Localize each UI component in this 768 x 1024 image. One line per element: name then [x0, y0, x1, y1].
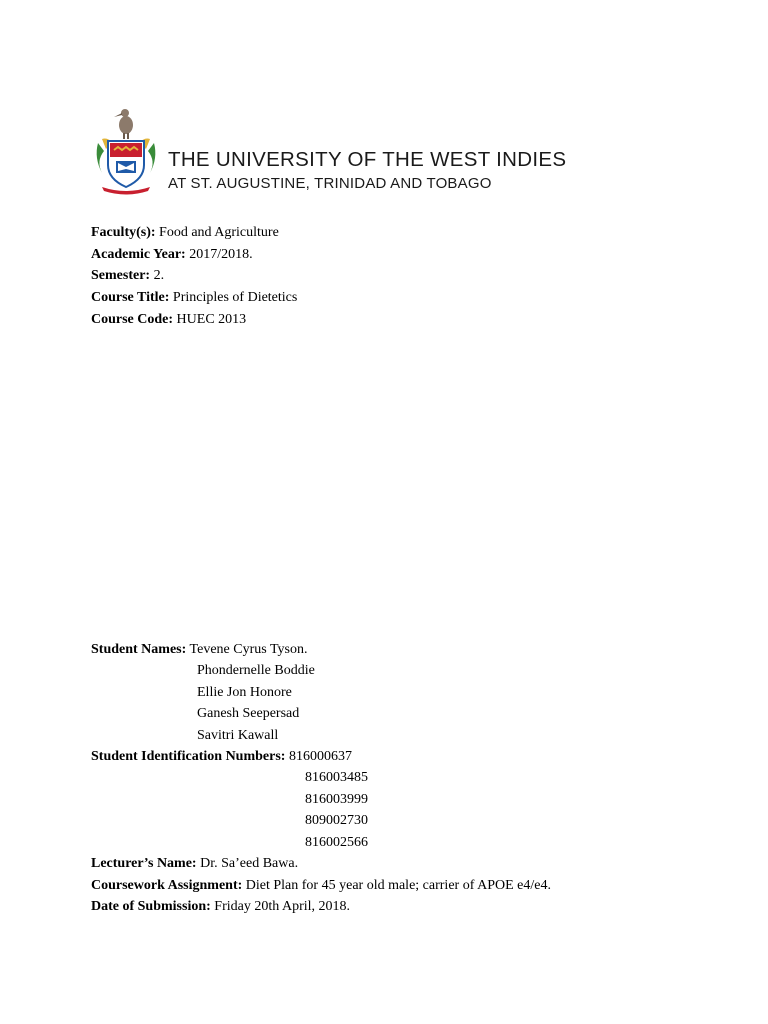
student-ids-line — [91, 748, 352, 766]
lecturer-line — [91, 855, 298, 873]
course-code-label: Course Code: — [91, 312, 174, 327]
university-name: THE UNIVERSITY OF THE WEST INDIES — [168, 148, 567, 171]
student-ids-label: Student Identification Numbers: — [91, 749, 286, 764]
student-id: 816002566 — [305, 835, 368, 850]
student-id: 816000637 — [288, 749, 352, 764]
faculty-label: Faculty(s): — [91, 225, 156, 240]
student-names-line — [91, 641, 307, 659]
faculty-line — [91, 224, 279, 242]
submission-line — [91, 898, 350, 916]
lecturer-value: Dr. Sa’eed Bawa. — [200, 856, 299, 871]
course-code-line — [91, 311, 246, 329]
lecturer-label: Lecturer’s Name: — [91, 856, 197, 871]
submission-value: Friday 20th April, 2018. — [214, 899, 351, 914]
student-name: Savitri Kawall — [197, 728, 279, 743]
submission-label: Date of Submission: — [91, 899, 211, 914]
student-name: Ganesh Seepersad — [197, 706, 300, 721]
semester-line — [91, 267, 164, 285]
university-crest-logo — [92, 103, 160, 195]
student-names-label: Student Names: — [91, 642, 187, 657]
pelican-icon — [114, 109, 133, 139]
academic-year-value: 2017/2018. — [189, 247, 253, 262]
semester-label: Semester: — [91, 268, 151, 283]
course-title-value: Principles of Dietetics — [172, 290, 298, 305]
academic-year-line — [91, 246, 253, 264]
course-title-line — [91, 289, 297, 307]
academic-year-label: Academic Year: — [91, 247, 186, 262]
course-code-value: HUEC 2013 — [176, 312, 247, 327]
semester-value: 2. — [153, 268, 165, 283]
campus-location: AT ST. AUGUSTINE, TRINIDAD AND TOBAGO — [168, 175, 492, 192]
student-id: 809002730 — [305, 813, 368, 828]
student-id: 816003999 — [305, 792, 368, 807]
student-id: 816003485 — [305, 770, 368, 785]
course-title-label: Course Title: — [91, 290, 170, 305]
assignment-line — [91, 877, 551, 895]
assignment-label: Coursework Assignment: — [91, 878, 243, 893]
faculty-value: Food and Agriculture — [159, 225, 279, 240]
student-name: Tevene Cyrus Tyson. — [189, 642, 308, 657]
assignment-value: Diet Plan for 45 year old male; carrier of APOE e4/e4. — [245, 878, 551, 893]
student-name: Phondernelle Boddie — [197, 663, 315, 678]
student-name: Ellie Jon Honore — [197, 685, 292, 700]
